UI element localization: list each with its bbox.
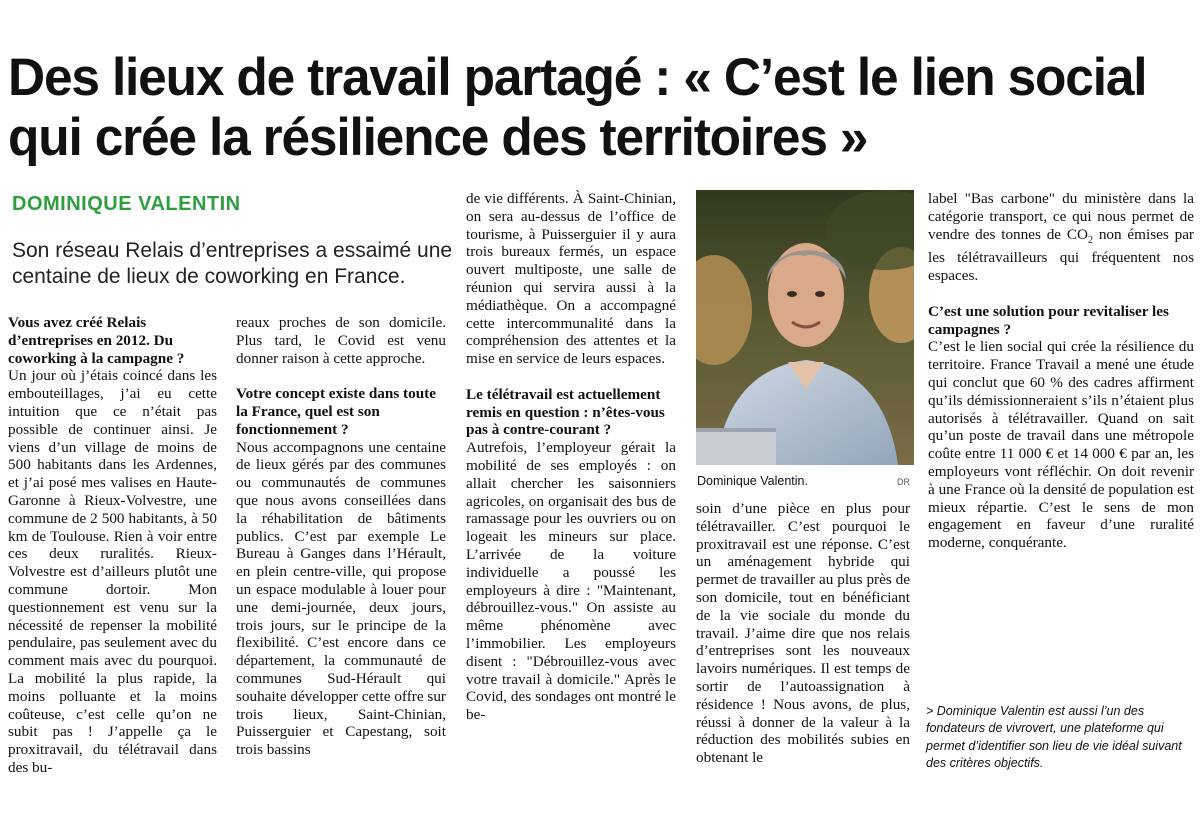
photo-caption bbox=[697, 474, 912, 488]
article-column-5 bbox=[928, 190, 1194, 552]
article-column-4 bbox=[696, 500, 910, 767]
answer-3-text-b: non émises par les télétravailleurs qui fréquentent nos espaces. bbox=[928, 225, 1194, 285]
interview-question-2: Votre concept existe dans toute la France, quel est son fonctionnement ? bbox=[236, 385, 436, 438]
interview-answer-4: C’est le lien social qui crée la résilience du territoire. France Travail a mené une étude qui conclut que 60 % des cadres affirment qu’ils démissionneraient s’ils n’étaient plus autorisés à télétravailler. Quand on sait qu’un poste de travail dans une métropole coûte entre 11 000 € et 14 000 € par an, les employeurs vont réfléchir. On doit revenir à une France où la densité de population est mieux répartie. C’est le sens de mon engagement en faveur d’une ruralité moderne, conquérante. bbox=[928, 338, 1194, 552]
interview-answer-3: Autrefois, l’employeur gérait la mobilité de ses employés : on allait chercher les saisonniers agricoles, on organisait des bus de ramassage pour les ouvriers ou on logeait les mineurs sur place. L’arrivée de la voiture individuelle a poussé les employeurs à dire : "Maintenant, débrouillez-vous." On assiste au même phénomène avec l’immobilier. Les employeurs disent : "Débrouillez-vous avec votre travail à domicile." Après le Covid, des sondages ont montré le be- bbox=[466, 439, 676, 724]
photo-caption-text: Dominique Valentin. bbox=[697, 474, 808, 488]
article-column-2 bbox=[236, 314, 446, 759]
byline-author: DOMINIQUE VALENTIN bbox=[12, 193, 241, 215]
headline: Des lieux de travail partagé : « C’est le lien social qui crée la résilience des territoires » bbox=[8, 48, 1147, 167]
interview-answer-1-end: reaux proches de son domicile. Plus tard, le Covid est venu donner raison à cette approche. bbox=[236, 314, 446, 367]
answer-3-text-a: label "Bas carbone" du ministère dans la catégorie transport, ce qui nous permet de vendre des tonnes de CO bbox=[928, 190, 1194, 243]
interview-question-4: C’est une solution pour revitaliser les campagnes ? bbox=[928, 302, 1169, 338]
article-column-3 bbox=[466, 190, 676, 724]
author-note: > Dominique Valentin est aussi l’un des fondateurs de vivrovert, une plateforme qui permet d’identifier son lieu de vie idéal suivant des critères objectifs. bbox=[926, 703, 1182, 770]
photo-credit: DR bbox=[897, 477, 910, 487]
top-edge-strip bbox=[0, 0, 1200, 8]
interview-answer-2: Nous accompagnons une centaine de lieux gérés par des communes ou communautés de communes que nous avons conseillées dans la réhabilitation de bâtiments publics. C’est par exemple Le Bureau à Ganges dans l’Hérault, en plein centre-ville, qui propose un espace modulable à louer pour une demi-journée, deux jours, trois jours, sur le principe de la flexibilité. C’est encore dans ce département, la communauté de communes Sud-Hérault qui souhaite développer cette offre sur trois lieux, Saint-Chinian, Puisserguier et Capestang, soit trois bassins bbox=[236, 438, 446, 759]
interview-question-3: Le télétravail est actuellement remis en question : n’êtes-vous pas à contre-courant ? bbox=[466, 385, 665, 439]
interview-answer-2-end: de vie différents. À Saint-Chinian, on sera au-dessus de l’office de tourisme, à Puisserguier il y aura trois bureaux fermés, un espace ouvert multiposte, une salle de réunion qui servira aussi à la médiathèque. On a accompagné cette intercommunalité dans la compréhension des attentes et la mise en service de leurs espaces. bbox=[466, 190, 676, 368]
portrait-photo bbox=[696, 190, 914, 465]
co2-subscript: 2 bbox=[1087, 234, 1093, 246]
interview-answer-3-cont: soin d’une pièce en plus pour télétravailler. C’est pourquoi le proxitravail est une réponse. C’est un aménagement hybride qui permet de travailler au plus près de son domicile, tout en bénéficiant de la vie sociale du monde du travail. J’aime dire que nos relais d’entreprises sont les nouveaux lavoirs numériques. Il est temps de sortir de l’autoassignation à résidence ! Nous avons, de plus, réussi à donner de la valeur à la réduction des mobilités subies en obtenant le bbox=[696, 500, 910, 767]
interview-answer-1: Un jour où j’étais coincé dans les embouteillages, j’ai eu cette intuition que ce n’était pas possible de continuer ainsi. Je viens d’un village de moins de 500 habitants dans les Ardennes, et j’ai posé mes valises en Haute-Garonne à Rieux-Volvestre, une commune de 2 500 habitants, à 50 km de Toulouse. Rien à voir entre ces deux ruralités. Rieux-Volvestre est d’ailleurs plutôt une commune dortoir. Mon questionnement est venu sur la nécessité de repenser la mobilité pendulaire, pas seulement avec du comment mais avec du pourquoi. La mobilité la plus rapide, la moins polluante et la moins coûteuse, c’est celle qu’on ne subit pas ! J’appelle ça le proxitravail, du télétravail dans des bu- bbox=[8, 367, 217, 776]
interview-answer-3-end bbox=[928, 190, 1194, 285]
lead-paragraph: Son réseau Relais d’entreprises a essaimé une centaine de lieux de coworking en France. bbox=[12, 239, 453, 288]
interview-question-1: Vous avez créé Relais d’entreprises en 2012. Du coworking à la campagne ? bbox=[8, 314, 185, 367]
article-column-1 bbox=[8, 314, 217, 777]
